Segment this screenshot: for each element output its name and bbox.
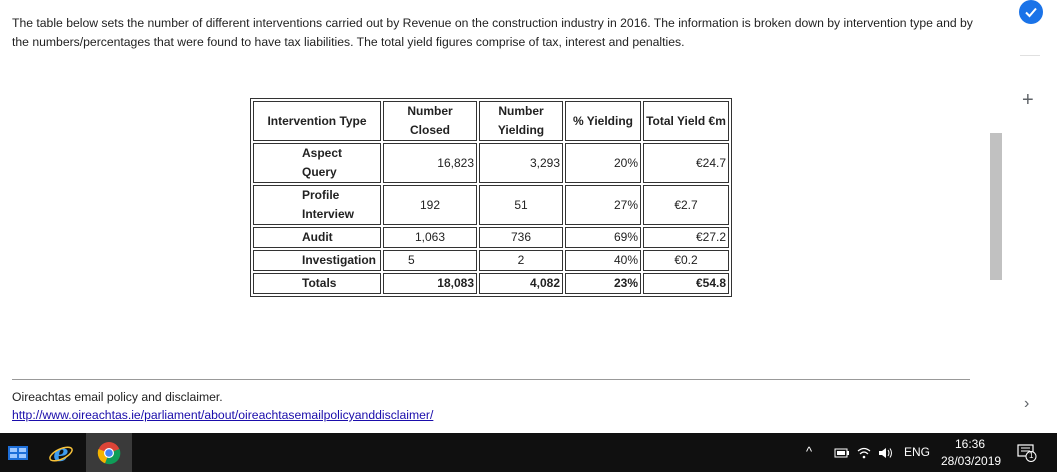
row-closed: 5 <box>383 250 477 271</box>
row-closed: 16,823 <box>383 143 477 183</box>
notification-count: 1 <box>1029 451 1034 460</box>
wifi-icon[interactable] <box>856 433 872 472</box>
row-yield: €27.2 <box>643 227 729 248</box>
totals-type: Totals <box>253 273 381 294</box>
header-total-yield: Total Yield €m <box>643 101 729 141</box>
scrollbar-thumb[interactable] <box>990 133 1002 280</box>
table-row <box>253 143 729 183</box>
intro-paragraph: The table below sets the number of different interventions carried out by Revenue on the construction industry in 2016. The information is broken down by intervention type and by the numbers/percentages that were found to have tax liabilities. The total yield figures comprise of tax, interest and penalties. <box>12 16 973 49</box>
row-yielding: 736 <box>479 227 563 248</box>
row-type: Profile Interview <box>253 185 381 225</box>
volume-icon[interactable] <box>877 433 895 472</box>
row-yield: €2.7 <box>643 185 729 225</box>
row-pct: 40% <box>565 250 641 271</box>
table-header-row <box>253 101 729 141</box>
interventions-table <box>250 98 732 297</box>
table-totals-row <box>253 273 729 294</box>
header-number-closed: Number Closed <box>383 101 477 141</box>
row-yielding: 2 <box>479 250 563 271</box>
battery-icon[interactable] <box>834 433 850 472</box>
header-intervention-type: Intervention Type <box>253 101 381 141</box>
email-policy-link[interactable]: http://www.oireachtas.ie/parliament/about/oireachtasemailpolicyanddisclaimer/ <box>12 408 434 422</box>
table-row <box>253 250 729 271</box>
row-closed: 1,063 <box>383 227 477 248</box>
internet-explorer-icon <box>48 440 74 466</box>
row-type: Investigation <box>253 250 381 271</box>
clock-date[interactable]: 28/03/2019 <box>941 454 1002 468</box>
row-yield: €0.2 <box>643 250 729 271</box>
plus-icon[interactable]: + <box>1022 89 1034 111</box>
row-yielding: 51 <box>479 185 563 225</box>
table-row <box>253 185 729 225</box>
totals-yielding: 4,082 <box>479 273 563 294</box>
chrome-button[interactable] <box>86 433 132 472</box>
footer-divider <box>12 379 970 380</box>
row-type: Aspect Query <box>253 143 381 183</box>
email-policy-text: Oireachtas email policy and disclaimer. <box>12 390 223 404</box>
row-closed: 192 <box>383 185 477 225</box>
notification-center-button[interactable] <box>1014 433 1040 472</box>
header-pct-yielding: % Yielding <box>565 101 641 141</box>
row-yielding: 3,293 <box>479 143 563 183</box>
svg-text:e: e <box>53 439 69 466</box>
row-pct: 20% <box>565 143 641 183</box>
table-row <box>253 227 729 248</box>
row-pct: 69% <box>565 227 641 248</box>
chevron-right-icon[interactable]: › <box>1024 395 1030 412</box>
clock-time[interactable]: 16:36 <box>955 437 986 451</box>
windows-taskbar <box>0 433 1057 472</box>
interventions-table-wrapper <box>250 98 732 297</box>
row-pct: 27% <box>565 185 641 225</box>
row-type: Audit <box>253 227 381 248</box>
row-yield: €24.7 <box>643 143 729 183</box>
start-button[interactable] <box>0 433 36 472</box>
language-indicator[interactable]: ENG <box>904 445 931 459</box>
side-panel-divider <box>1020 55 1040 56</box>
header-number-yielding: Number Yielding <box>479 101 563 141</box>
check-circle-icon[interactable] <box>1019 0 1043 24</box>
totals-pct: 23% <box>565 273 641 294</box>
start-icon <box>8 446 28 460</box>
chrome-icon <box>97 441 121 465</box>
totals-closed: 18,083 <box>383 273 477 294</box>
chevron-up-icon[interactable]: ^ <box>806 444 813 459</box>
internet-explorer-button[interactable] <box>40 433 82 472</box>
notification-icon <box>1017 444 1037 462</box>
totals-yield: €54.8 <box>643 273 729 294</box>
